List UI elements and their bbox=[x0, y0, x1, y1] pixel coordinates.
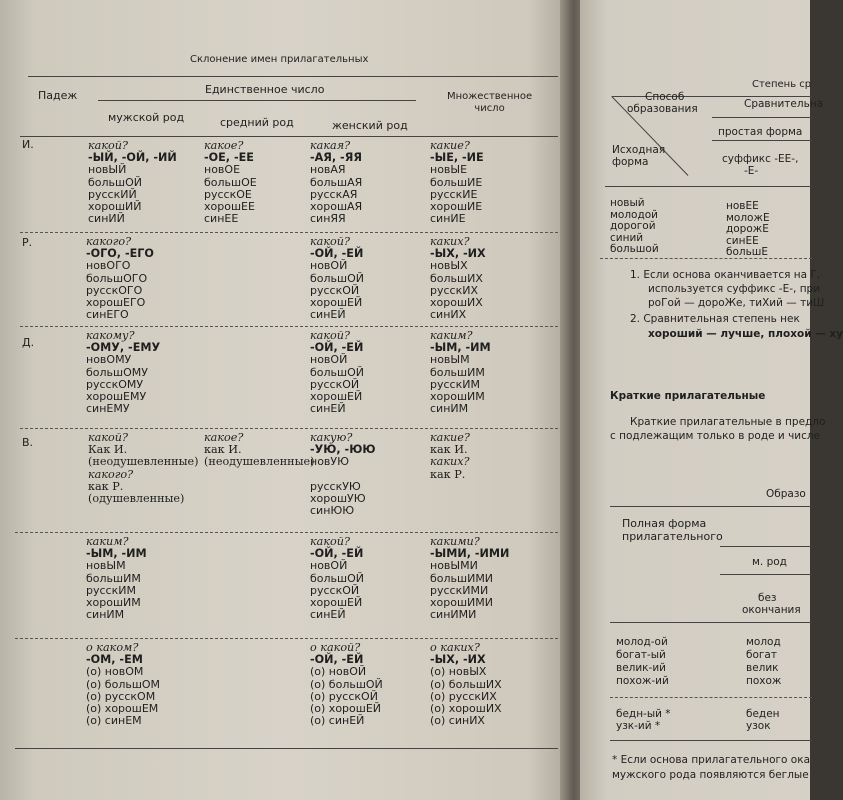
header-case: Падеж bbox=[38, 89, 78, 102]
question: какой? bbox=[310, 535, 350, 548]
word-item: узк-ий * bbox=[616, 720, 661, 732]
table-title: Склонение имен прилагательных bbox=[190, 54, 369, 65]
word-form: русскОЙ bbox=[310, 283, 360, 297]
pattern-note: (неодушевленные) bbox=[88, 455, 199, 469]
full-form-label-2: прилагательного bbox=[622, 530, 723, 543]
word-item: богат-ый bbox=[616, 649, 666, 661]
header-neuter: средний род bbox=[220, 116, 294, 129]
word-form: большИМ bbox=[86, 571, 141, 585]
case-label: В. bbox=[22, 436, 34, 449]
word-form: большОГО bbox=[86, 271, 148, 285]
word-form: хорошИМ bbox=[86, 596, 141, 610]
word-form: синИЙ bbox=[88, 212, 125, 226]
pattern-note: (одушевленные) bbox=[88, 492, 185, 506]
ending: -ЫЙ, -ОЙ, -ИЙ bbox=[88, 151, 177, 165]
word-form: (о) синЕМ bbox=[86, 714, 142, 728]
word-form: большОМУ bbox=[86, 365, 148, 379]
question: какая? bbox=[310, 139, 351, 152]
word-form: русскИХ bbox=[430, 283, 478, 297]
word-item: узок bbox=[746, 720, 771, 732]
cell-fem bbox=[310, 140, 362, 225]
word-item: велик bbox=[746, 662, 779, 674]
header-feminine: женский род bbox=[332, 119, 408, 132]
rule bbox=[720, 546, 812, 547]
word-item: моложЕ bbox=[726, 211, 770, 224]
rule bbox=[610, 697, 812, 698]
word-form: синЕЕ bbox=[204, 212, 239, 226]
ending: -ЫМИ, -ИМИ bbox=[430, 547, 510, 561]
rule bbox=[720, 574, 812, 575]
word-form: хорошАЯ bbox=[310, 200, 363, 214]
word-form: новЫМ bbox=[86, 559, 126, 573]
cell-neut bbox=[204, 140, 257, 225]
question: какую? bbox=[310, 431, 353, 444]
word-form: (о) новЫХ bbox=[430, 665, 487, 679]
word-form: новАЯ bbox=[310, 163, 346, 177]
word-form: новОЕ bbox=[204, 163, 241, 177]
word-form: (о) хорошЕМ bbox=[86, 702, 159, 716]
question: о какой? bbox=[310, 641, 361, 654]
word-form: русскОЙ bbox=[310, 583, 360, 597]
word-item: синЕЕ bbox=[726, 234, 759, 247]
ending: -ЫМ, -ИМ bbox=[86, 547, 147, 561]
question: какому? bbox=[86, 329, 135, 342]
question: какие? bbox=[430, 431, 470, 444]
word-form: новОЙ bbox=[310, 259, 348, 273]
word-form: синЕМУ bbox=[86, 402, 130, 416]
question: какой? bbox=[88, 139, 128, 152]
ending: -ОМУ, -ЕМУ bbox=[86, 341, 161, 355]
suffix-label-1: суффикс -ЕЕ-, bbox=[722, 153, 799, 165]
word-form: новОЙ bbox=[310, 559, 348, 573]
ending: -ОЙ, -ЕЙ bbox=[310, 547, 364, 561]
cell-masc bbox=[88, 432, 199, 505]
question: какого? bbox=[88, 467, 134, 481]
cell-mn bbox=[86, 642, 160, 727]
question: какие? bbox=[430, 139, 470, 152]
simple-form-label: простая форма bbox=[718, 126, 803, 138]
note-line: используется суффикс -Е-, при bbox=[648, 283, 821, 295]
word-form: синЯЯ bbox=[310, 212, 346, 226]
cell-pl bbox=[430, 536, 509, 621]
question: каким? bbox=[430, 329, 473, 342]
word-form: (о) русскОМ bbox=[86, 689, 156, 703]
rule bbox=[98, 100, 416, 101]
note-line: 1. Если основа оканчивается на Г, bbox=[630, 269, 821, 281]
word-form: новЫХ bbox=[430, 259, 468, 273]
header-masculine: мужской род bbox=[108, 111, 185, 124]
word-form: хорошИЕ bbox=[430, 200, 483, 214]
word-form: русскОГО bbox=[86, 283, 143, 297]
cell-fem bbox=[310, 642, 383, 727]
no-ending-1: без bbox=[758, 592, 777, 604]
full-form-label-1: Полная форма bbox=[622, 517, 707, 530]
word-form: (о) хорошЕЙ bbox=[310, 702, 382, 716]
word-form: (о) новОЙ bbox=[310, 665, 367, 679]
cell-mn bbox=[86, 330, 160, 415]
question: каких? bbox=[430, 455, 470, 469]
comparative-label: Сравнительна bbox=[744, 98, 824, 110]
word-form bbox=[310, 469, 375, 481]
cell-mn bbox=[86, 536, 147, 621]
word-form: (о) новОМ bbox=[86, 665, 144, 679]
question: какое? bbox=[204, 431, 244, 444]
word-form: хорошЕЙ bbox=[310, 390, 363, 404]
word-form: (о) русскИХ bbox=[430, 689, 497, 703]
word-form: русскИЙ bbox=[88, 187, 137, 201]
row-divider bbox=[15, 638, 558, 639]
cell-neut bbox=[204, 432, 315, 469]
question: каких? bbox=[430, 235, 470, 248]
rule bbox=[605, 186, 812, 187]
question: о каких? bbox=[430, 641, 480, 654]
footnote-2: мужского рода появляются беглые bbox=[612, 769, 809, 781]
cell-mn bbox=[86, 236, 154, 321]
word-form: хорошЕЙ bbox=[310, 296, 363, 310]
word-item: богат bbox=[746, 649, 777, 661]
word-form: большИМИ bbox=[430, 571, 494, 585]
ending: -ОГО, -ЕГО bbox=[86, 247, 154, 261]
rule bbox=[712, 140, 812, 141]
cell-fem bbox=[310, 236, 364, 321]
word-form: (о) русскОЙ bbox=[310, 689, 378, 703]
word-form: (о) большОМ bbox=[86, 677, 161, 691]
word-form: хорошУЮ bbox=[310, 492, 366, 506]
row-divider bbox=[20, 428, 558, 429]
m-rod-label: м. род bbox=[752, 556, 787, 568]
word-form: хорошИМИ bbox=[430, 596, 493, 610]
rule bbox=[610, 622, 812, 623]
cell-fem bbox=[310, 330, 364, 415]
word-form: большИЕ bbox=[430, 175, 483, 189]
ending: -ОЙ, -ЕЙ bbox=[310, 341, 364, 355]
cell-pl bbox=[430, 432, 470, 481]
question: каким? bbox=[86, 535, 129, 548]
cell-pl bbox=[430, 330, 491, 415]
word-form: большОЙ bbox=[88, 175, 142, 189]
question: какой? bbox=[310, 235, 350, 248]
word-form: хорошЕГО bbox=[86, 296, 146, 310]
rule bbox=[610, 740, 812, 741]
case-label: Р. bbox=[22, 236, 33, 249]
word-form: большОЙ bbox=[310, 271, 364, 285]
pattern-note: Как И. bbox=[88, 443, 128, 457]
word-form: хорошИМ bbox=[430, 390, 485, 404]
word-form: хорошЕЙ bbox=[310, 596, 363, 610]
word-form: синЕЙ bbox=[310, 308, 346, 322]
cell-fem bbox=[310, 432, 375, 517]
word-form: русскОЕ bbox=[204, 187, 252, 201]
word-form: синЕЙ bbox=[310, 402, 346, 416]
word-item: велик-ий bbox=[616, 662, 666, 674]
cell-fem bbox=[310, 536, 364, 621]
word-item: большЕ bbox=[726, 246, 769, 258]
cell-pl bbox=[430, 140, 484, 225]
formation-title: Образо bbox=[766, 488, 806, 500]
pattern-note: как Р. bbox=[88, 479, 124, 493]
word-form: синЕЙ bbox=[310, 608, 346, 622]
word-form: большАЯ bbox=[310, 175, 363, 189]
note-line: хороший — лучше, плохой — ху bbox=[648, 328, 843, 340]
word-form: большОЕ bbox=[204, 175, 257, 189]
word-form: хорошЕЕ bbox=[204, 200, 255, 214]
pattern-note: как И. bbox=[204, 443, 242, 457]
word-form: русскОЙ bbox=[310, 377, 360, 391]
word-form: новУЮ bbox=[310, 455, 349, 469]
rule bbox=[612, 96, 812, 97]
word-form: большОЙ bbox=[310, 365, 364, 379]
short-text-1: Краткие прилагательные в предло bbox=[630, 416, 826, 428]
ending: -ЫМ, -ИМ bbox=[430, 341, 491, 355]
word-form: (о) хорошИХ bbox=[430, 702, 502, 716]
word-form: синЮЮ bbox=[310, 504, 355, 518]
word-form: синИМИ bbox=[430, 608, 477, 622]
word-form: хорошЕМУ bbox=[86, 390, 147, 404]
word-form: большОЙ bbox=[310, 571, 364, 585]
word-form: новОМУ bbox=[86, 353, 132, 367]
word-item: бедн-ый * bbox=[616, 708, 671, 720]
short-text-2: с подлежащим только в роде и числе bbox=[610, 430, 821, 442]
word-form: (о) синЕЙ bbox=[310, 714, 365, 728]
word-form: русскИМИ bbox=[430, 583, 489, 597]
word-form: новОГО bbox=[86, 259, 131, 273]
word-form: синИЕ bbox=[430, 212, 466, 226]
word-form: новЫМИ bbox=[430, 559, 478, 573]
word-form: русскУЮ bbox=[310, 479, 361, 493]
word-form: новЫЙ bbox=[88, 163, 127, 177]
word-form: большИХ bbox=[430, 271, 483, 285]
rule bbox=[600, 258, 812, 259]
word-form: (о) синИХ bbox=[430, 714, 485, 728]
case-label: Д. bbox=[22, 336, 35, 349]
question: какое? bbox=[204, 139, 244, 152]
cell-pl bbox=[430, 236, 486, 321]
rule bbox=[610, 506, 812, 507]
word-item: похож bbox=[746, 675, 782, 687]
ending: -АЯ, -ЯЯ bbox=[310, 151, 362, 165]
short-adjectives-title: Краткие прилагательные bbox=[610, 390, 766, 402]
word-form: русскАЯ bbox=[310, 187, 358, 201]
source-label-2: форма bbox=[612, 156, 649, 168]
word-form: (о) большОЙ bbox=[310, 677, 383, 691]
word-form: большИМ bbox=[430, 365, 485, 379]
ending: -УЮ, -ЮЮ bbox=[310, 443, 376, 457]
word-form: новЫЕ bbox=[430, 163, 468, 177]
note-line: роГой — дороЖе, тиХий — тиШ bbox=[648, 297, 825, 309]
word-form: русскИМ bbox=[430, 377, 480, 391]
word-form: новЫМ bbox=[430, 353, 470, 367]
rule bbox=[28, 76, 558, 77]
degree-header: Степень ср bbox=[752, 79, 812, 90]
word-form: русскИЕ bbox=[430, 187, 478, 201]
word-form: синИМ bbox=[86, 608, 125, 622]
header-singular: Единственное число bbox=[205, 83, 325, 96]
rule bbox=[20, 136, 558, 137]
question: о каком? bbox=[86, 641, 139, 654]
word-item: молодой bbox=[610, 208, 658, 221]
word-form: синЕГО bbox=[86, 308, 129, 322]
question: какими? bbox=[430, 535, 480, 548]
word-item: молод bbox=[746, 636, 781, 648]
word-form: русскОМУ bbox=[86, 377, 144, 391]
source-label-1: Исходная bbox=[612, 144, 666, 156]
rule bbox=[712, 117, 812, 118]
word-form: русскИМ bbox=[86, 583, 136, 597]
ending: -ЫХ, -ИХ bbox=[430, 247, 486, 261]
no-ending-2: окончания bbox=[742, 604, 801, 616]
footnote-1: * Если основа прилагательного ока bbox=[612, 754, 811, 766]
ending: -ОЙ, -ЕЙ bbox=[310, 653, 364, 667]
way-label-1: Способ bbox=[645, 91, 685, 103]
ending: -ОМ, -ЕМ bbox=[86, 653, 143, 667]
ending: -ОЙ, -ЕЙ bbox=[310, 247, 364, 261]
word-form: синИМ bbox=[430, 402, 469, 416]
row-divider bbox=[20, 232, 558, 233]
row-divider bbox=[20, 326, 558, 327]
word-form: хорошИХ bbox=[430, 296, 483, 310]
suffix-label-2: -Е- bbox=[744, 165, 759, 177]
word-form: синИХ bbox=[430, 308, 467, 322]
question: какого? bbox=[86, 235, 132, 248]
header-plural: Множественное число bbox=[447, 91, 533, 114]
word-item: дорожЕ bbox=[726, 223, 769, 235]
word-form: новОЙ bbox=[310, 353, 348, 367]
word-item: дорогой bbox=[610, 220, 656, 232]
cell-masc bbox=[88, 140, 177, 225]
way-label-2: образования bbox=[627, 103, 698, 115]
ending: -ОЕ, -ЕЕ bbox=[204, 151, 254, 165]
cell-pl bbox=[430, 642, 502, 727]
note-line: 2. Сравнительная степень нек bbox=[630, 313, 800, 325]
word-form: (о) большИХ bbox=[430, 677, 502, 691]
word-item: молод-ой bbox=[616, 636, 668, 648]
pattern-note: как И. bbox=[430, 443, 468, 457]
rule bbox=[15, 748, 558, 749]
word-item: похож-ий bbox=[616, 675, 669, 687]
question: какой? bbox=[88, 431, 128, 444]
question: какой? bbox=[310, 329, 350, 342]
pattern-note: (неодушевленные) bbox=[204, 455, 315, 469]
word-form: хорошИЙ bbox=[88, 200, 142, 214]
word-item: новый bbox=[610, 197, 645, 209]
row-divider bbox=[15, 532, 558, 533]
word-item: новЕЕ bbox=[726, 200, 759, 212]
word-item: беден bbox=[746, 708, 780, 720]
ending: -ЫЕ, -ИЕ bbox=[430, 151, 484, 165]
word-item: синий bbox=[610, 231, 644, 244]
word-item: большой bbox=[610, 243, 659, 255]
ending: -ЫХ, -ИХ bbox=[430, 653, 486, 667]
pattern-note: как Р. bbox=[430, 467, 466, 481]
case-label: И. bbox=[22, 138, 34, 151]
